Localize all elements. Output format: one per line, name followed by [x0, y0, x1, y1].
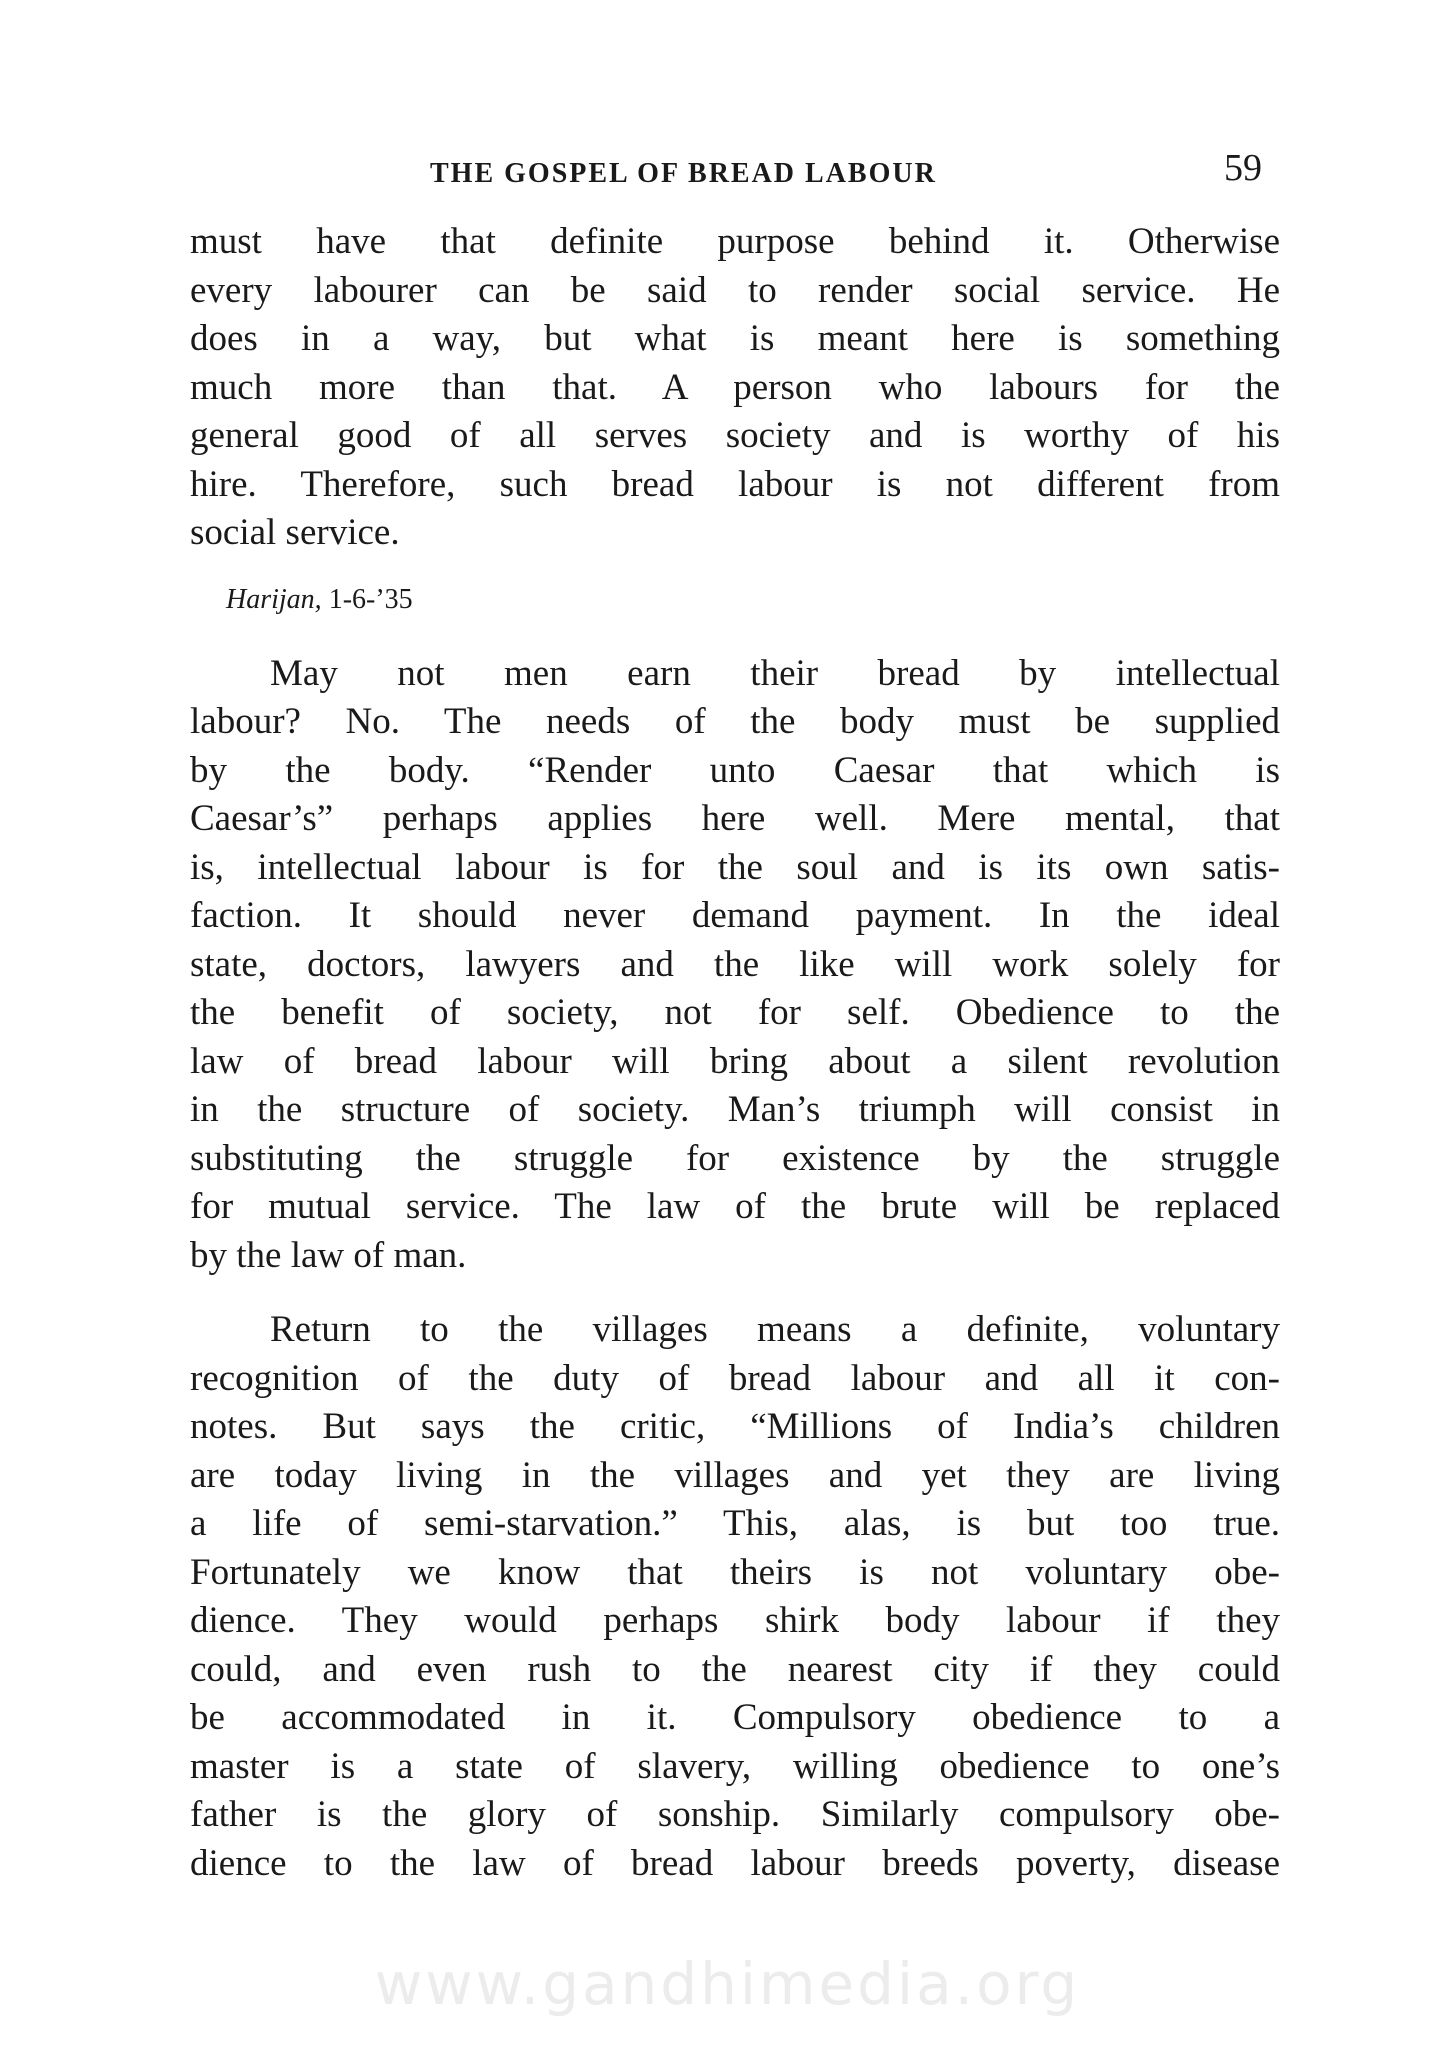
text-line: faction. It should never demand payment. In the ideal: [190, 895, 1280, 936]
running-title: THE GOSPEL OF BREAD LABOUR: [430, 158, 937, 189]
text-line: must have that definite purpose behind it. Otherwise: [190, 221, 1280, 262]
watermark: www.gandhimedia.org: [374, 1950, 1081, 2018]
paragraph-3: [190, 1306, 1280, 1888]
text-line: general good of all serves society and is worthy of his: [190, 415, 1280, 456]
paragraph-spacer: [190, 620, 1280, 650]
text-line: is, intellectual labour is for the soul and is its own satis-: [190, 846, 1280, 888]
paragraph-1: [190, 218, 1280, 558]
text-line: law of bread labour will bring about a silent revolution: [190, 1040, 1280, 1082]
text-line: by the body. “Render unto Caesar that which is: [190, 749, 1280, 791]
citation-date: 1-6-’35: [328, 583, 413, 615]
citation-source: Harijan,: [226, 583, 322, 615]
text-line: master is a state of slavery, willing obedience to one’s: [190, 1745, 1280, 1787]
text-line: dience. They would perhaps shirk body labour if they: [190, 1600, 1280, 1641]
page-number: 59: [1224, 147, 1262, 189]
text-line: labour? No. The needs of the body must be supplied: [190, 701, 1280, 742]
text-line: does in a way, but what is meant here is something: [190, 318, 1280, 359]
body-text: [190, 218, 1280, 1888]
text-line: Caesar’s” perhaps applies here well. Mere mental, that: [190, 798, 1280, 839]
text-line: the benefit of society, not for self. Obedience to the: [190, 992, 1280, 1033]
running-head: [190, 147, 1280, 190]
text-line: much more than that. A person who labours for the: [190, 366, 1280, 408]
text-line: recognition of the duty of bread labour and all it con-: [190, 1357, 1280, 1399]
text-line: for mutual service. The law of the brute will be replaced: [190, 1186, 1280, 1227]
text-line: social service.: [190, 512, 400, 553]
text-line: May not men earn their bread by intellectual: [270, 652, 1280, 694]
text-line: Fortunately we know that theirs is not voluntary obe-: [190, 1551, 1280, 1593]
text-line: Return to the villages means a definite, voluntary: [270, 1309, 1280, 1350]
text-line: be accommodated in it. Compulsory obedience to a: [190, 1697, 1280, 1738]
text-line: by the law of man.: [190, 1234, 467, 1276]
text-line: a life of semi-starvation.” This, alas, is but too true.: [190, 1503, 1280, 1544]
paragraph-2: [190, 650, 1280, 1281]
text-line: are today living in the villages and yet they are living: [190, 1454, 1280, 1496]
text-line: substituting the struggle for existence by the struggle: [190, 1137, 1280, 1179]
text-line: every labourer can be said to render social service. He: [190, 269, 1280, 311]
text-line: father is the glory of sonship. Similarly compulsory obe-: [190, 1794, 1280, 1835]
text-line: could, and even rush to the nearest city if they could: [190, 1648, 1280, 1690]
text-line: dience to the law of bread labour breeds poverty, disease: [190, 1842, 1280, 1884]
text-line: notes. But says the critic, “Millions of India’s children: [190, 1406, 1280, 1447]
citation: [190, 580, 1280, 620]
text-line: in the structure of society. Man’s triumph will consist in: [190, 1089, 1280, 1130]
paragraph-spacer: [190, 1280, 1280, 1306]
text-line: state, doctors, lawyers and the like will work solely for: [190, 943, 1280, 985]
text-line: hire. Therefore, such bread labour is not different from: [190, 463, 1280, 505]
